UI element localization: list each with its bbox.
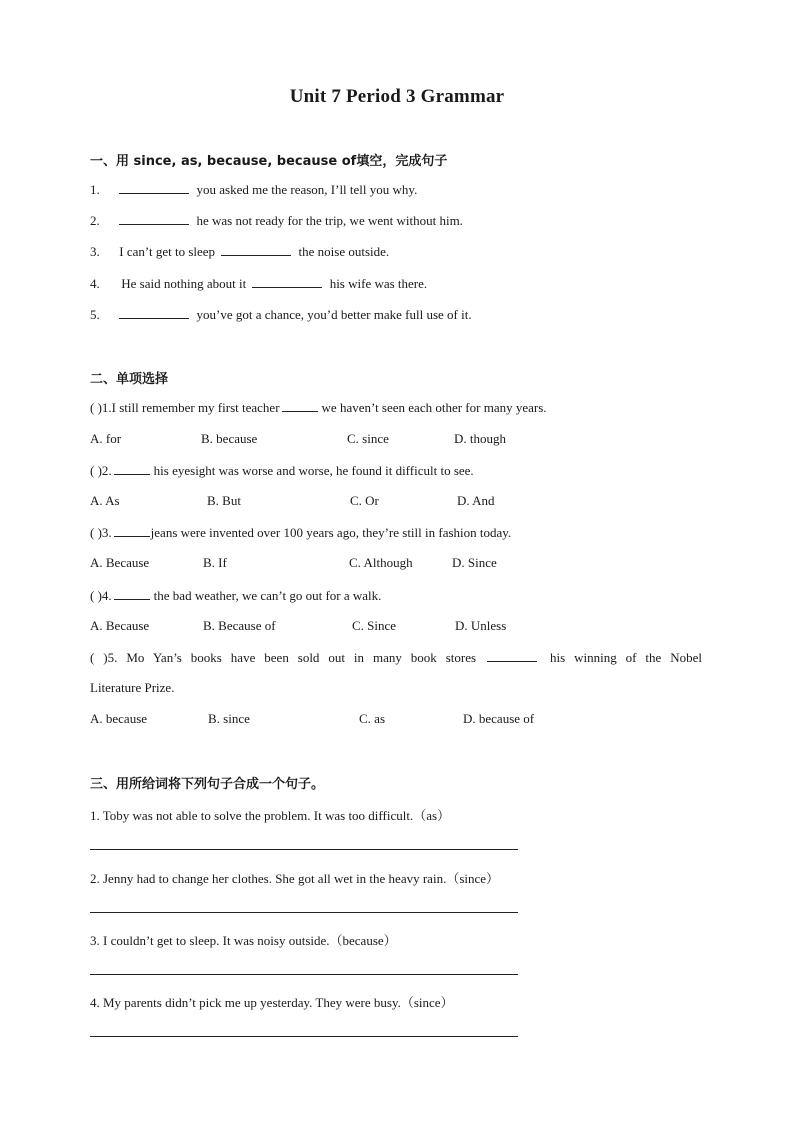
option-d[interactable]: D. And bbox=[457, 493, 495, 508]
answer-line-2[interactable] bbox=[90, 912, 518, 913]
item-number: 5. bbox=[90, 307, 100, 322]
option-d[interactable]: D. Unless bbox=[455, 618, 507, 633]
question-text-after: the bad weather, we can’t go out for a walk. bbox=[153, 588, 382, 603]
section1-heading: 一、用 since, as, because, because of填空，完成句子 bbox=[90, 154, 448, 169]
question-number: 5. bbox=[107, 650, 118, 665]
question-number: 2. bbox=[101, 463, 112, 478]
fill-blank-item-5 bbox=[90, 306, 472, 323]
answer-blank[interactable] bbox=[252, 275, 322, 288]
option-d[interactable]: D. because of bbox=[463, 711, 535, 726]
fill-blank-item-2 bbox=[90, 212, 463, 229]
mc-question-5 bbox=[90, 649, 702, 666]
item-text-before: He said nothing about it bbox=[121, 276, 247, 291]
option-b[interactable]: B. because bbox=[201, 431, 258, 446]
mc-question-2 bbox=[90, 462, 474, 479]
option-a[interactable]: A. because bbox=[90, 711, 148, 726]
option-c[interactable]: C. Or bbox=[350, 493, 379, 508]
answer-paren[interactable]: ( ) bbox=[90, 400, 102, 415]
item-text-after: his wife was there. bbox=[329, 276, 428, 291]
option-b[interactable]: B. But bbox=[207, 493, 241, 508]
combine-item-2: 2. Jenny had to change her clothes. She got all wet in the heavy rain.（since） bbox=[90, 871, 500, 886]
option-a[interactable]: A. for bbox=[90, 431, 122, 446]
mc-question-3 bbox=[90, 524, 511, 541]
option-b[interactable]: B. since bbox=[208, 711, 250, 726]
question-number: 3. bbox=[101, 525, 112, 540]
answer-blank[interactable] bbox=[487, 649, 537, 662]
answer-line-4[interactable] bbox=[90, 1036, 518, 1037]
question-text-before: Mo Yan’s books have been sold out in many book stores bbox=[126, 650, 477, 665]
answer-paren[interactable]: ( ) bbox=[90, 588, 102, 603]
option-c[interactable]: C. as bbox=[359, 711, 385, 726]
question-text-before: I still remember my first teacher bbox=[111, 400, 280, 415]
item-number: 1. bbox=[90, 182, 100, 197]
answer-line-1[interactable] bbox=[90, 849, 518, 850]
question-text-after: his winning of the Nobel bbox=[550, 650, 703, 665]
mc-question-5-continuation: Literature Prize. bbox=[90, 680, 175, 695]
question-number: 1. bbox=[101, 400, 112, 415]
answer-blank[interactable] bbox=[282, 399, 318, 412]
answer-line-3[interactable] bbox=[90, 974, 518, 975]
combine-item-1: 1. Toby was not able to solve the problem. It was too difficult.（as） bbox=[90, 808, 451, 823]
item-number: 2. bbox=[90, 213, 100, 228]
answer-paren[interactable]: ( ) bbox=[90, 650, 108, 665]
option-a[interactable]: A. Because bbox=[90, 618, 150, 633]
option-d[interactable]: D. Since bbox=[452, 555, 497, 570]
option-c[interactable]: C. since bbox=[347, 431, 389, 446]
answer-paren[interactable]: ( ) bbox=[90, 463, 102, 478]
item-text: you asked me the reason, I’ll tell you why. bbox=[196, 182, 418, 197]
section3-heading: 三、用所给词将下列句子合成一个句子。 bbox=[90, 777, 325, 792]
option-d[interactable]: D. though bbox=[454, 431, 506, 446]
question-text-after: we haven’t seen each other for many years. bbox=[321, 400, 547, 415]
page-title: Unit 7 Period 3 Grammar bbox=[289, 86, 505, 107]
fill-blank-item-4 bbox=[90, 275, 427, 292]
combine-item-4: 4. My parents didn’t pick me up yesterday. They were busy.（since） bbox=[90, 995, 454, 1010]
item-number: 3. bbox=[90, 244, 100, 259]
item-number: 4. bbox=[90, 276, 100, 291]
option-c[interactable]: C. Since bbox=[352, 618, 397, 633]
fill-blank-item-1 bbox=[90, 181, 417, 198]
item-text: he was not ready for the trip, we went without him. bbox=[196, 213, 463, 228]
combine-item-3: 3. I couldn’t get to sleep. It was noisy outside.（because） bbox=[90, 933, 397, 948]
option-b[interactable]: B. If bbox=[203, 555, 227, 570]
mc-question-4 bbox=[90, 587, 381, 604]
answer-blank[interactable] bbox=[114, 462, 150, 475]
option-a[interactable]: A. As bbox=[90, 493, 120, 508]
question-number: 4. bbox=[101, 588, 112, 603]
answer-blank[interactable] bbox=[119, 306, 189, 319]
question-text-after: jeans were invented over 100 years ago, they’re still in fashion today. bbox=[150, 525, 512, 540]
option-a[interactable]: A. Because bbox=[90, 555, 150, 570]
fill-blank-item-3 bbox=[90, 243, 389, 260]
option-b[interactable]: B. Because of bbox=[203, 618, 276, 633]
answer-blank[interactable] bbox=[119, 212, 189, 225]
answer-blank[interactable] bbox=[119, 181, 189, 194]
section2-heading: 二、单项选择 bbox=[90, 372, 169, 387]
mc-question-1 bbox=[90, 399, 547, 416]
answer-paren[interactable]: ( ) bbox=[90, 525, 102, 540]
option-c[interactable]: C. Although bbox=[349, 555, 413, 570]
question-text-after: his eyesight was worse and worse, he found it difficult to see. bbox=[153, 463, 474, 478]
item-text: you’ve got a chance, you’d better make full use of it. bbox=[196, 307, 472, 322]
answer-blank[interactable] bbox=[221, 243, 291, 256]
item-text-after: the noise outside. bbox=[298, 244, 390, 259]
item-text-before: I can’t get to sleep bbox=[119, 244, 216, 259]
answer-blank[interactable] bbox=[114, 587, 150, 600]
answer-blank[interactable] bbox=[114, 524, 150, 537]
